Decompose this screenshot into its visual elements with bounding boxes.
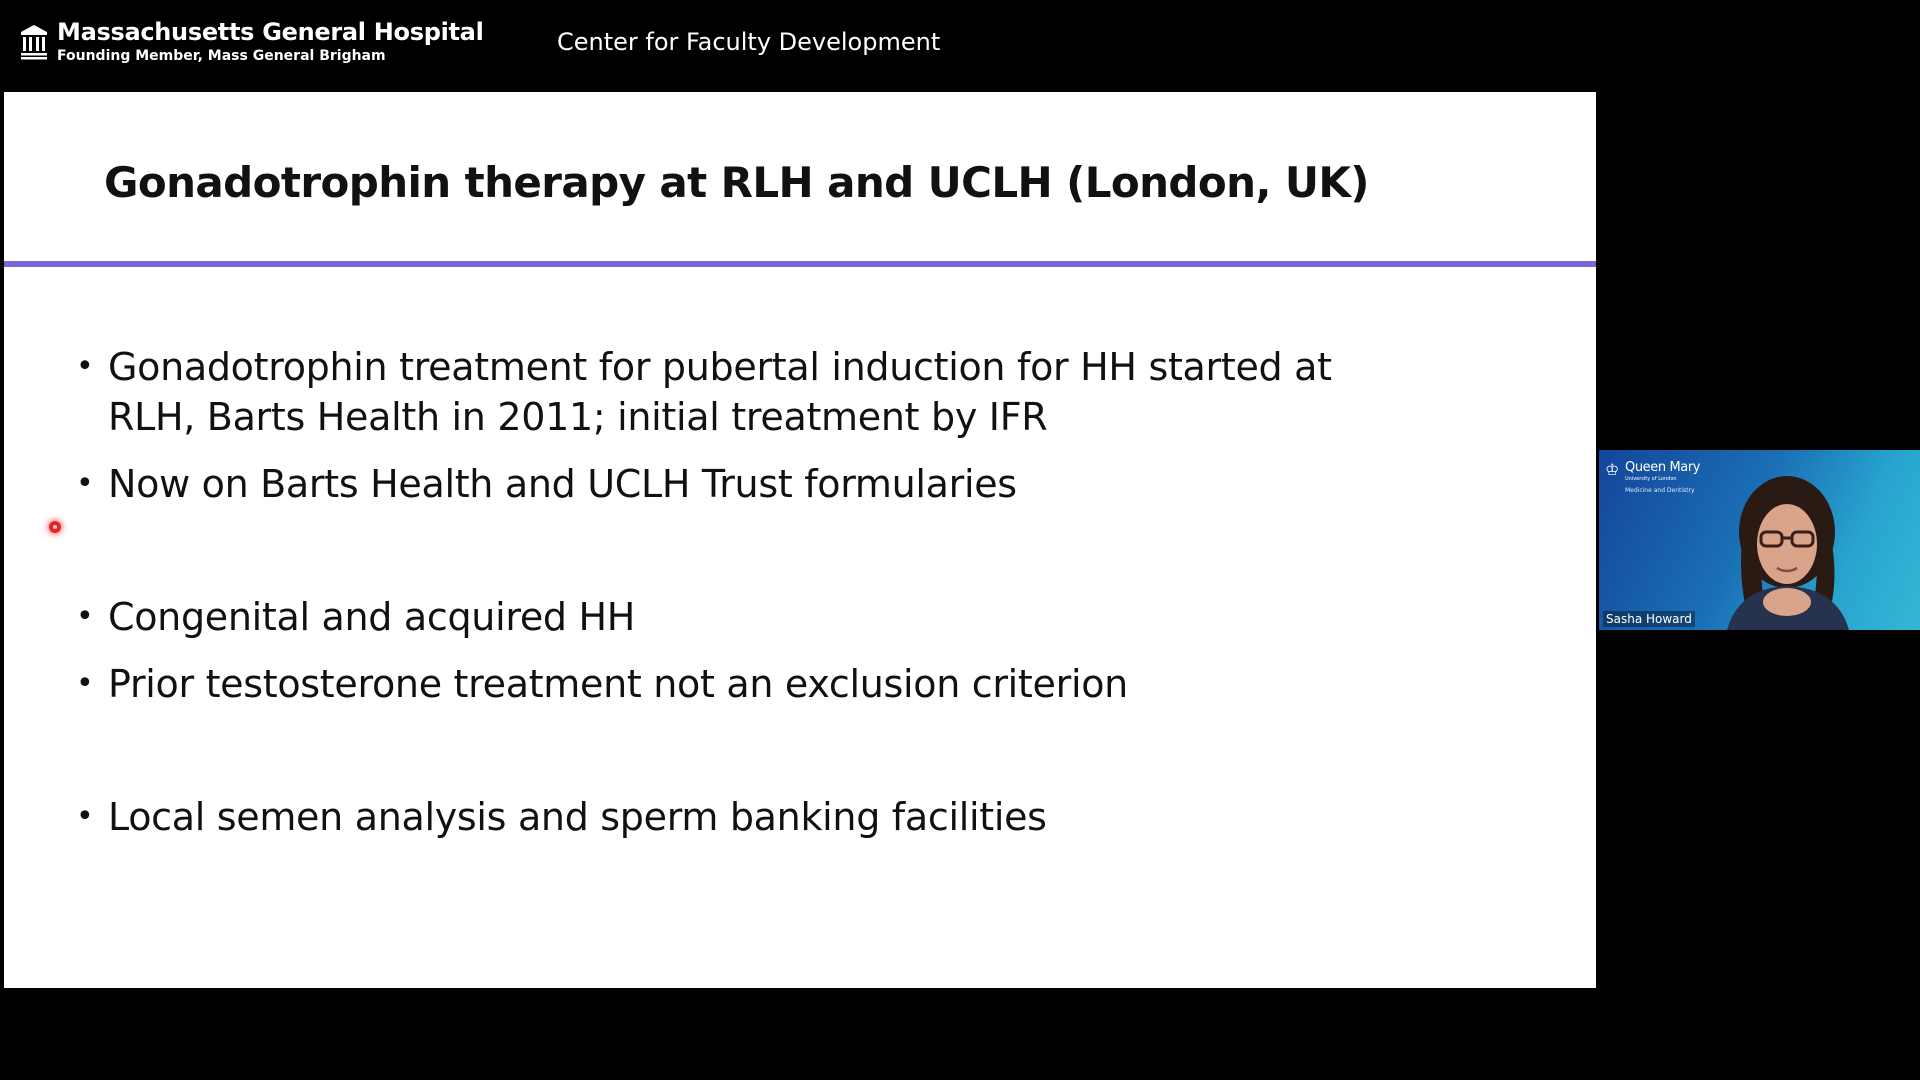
participant-video-tile[interactable] xyxy=(1599,450,1920,630)
bullet-glyph: • xyxy=(76,599,94,634)
logo-faculty: Medicine and Dentistry xyxy=(1625,487,1695,494)
title-divider xyxy=(4,261,1596,267)
bullet-text: Congenital and acquired HH xyxy=(108,595,636,639)
bullet-text: Prior testosterone treatment not an exclusion criterion xyxy=(108,662,1128,706)
header-bar xyxy=(0,0,1920,90)
presentation-slide xyxy=(4,92,1596,988)
bullet-text: Local semen analysis and sperm banking facilities xyxy=(108,795,1047,839)
logo-name: Queen Mary xyxy=(1625,460,1701,475)
bullet-text-line-1: Gonadotrophin treatment for pubertal induction for HH started at xyxy=(108,345,1332,389)
center-title: Center for Faculty Development xyxy=(557,28,941,56)
bullet-glyph: • xyxy=(76,349,94,384)
bullet-glyph: • xyxy=(76,466,94,501)
logo-university: University of London xyxy=(1625,476,1677,482)
laser-pointer xyxy=(49,521,61,533)
bullet-text: Now on Barts Health and UCLH Trust formularies xyxy=(108,462,1017,506)
participant-name-label: Sasha Howard xyxy=(1603,611,1695,627)
participant-video-image xyxy=(1709,470,1859,630)
crown-icon: ♔ xyxy=(1605,460,1620,479)
hospital-subtitle: Founding Member, Mass General Brigham xyxy=(57,48,386,64)
bullet-item xyxy=(76,659,1516,709)
slide-title: Gonadotrophin therapy at RLH and UCLH (London, UK) xyxy=(104,158,1369,207)
bullet-item xyxy=(76,342,1516,442)
bullet-item xyxy=(76,592,1516,642)
bullet-item xyxy=(76,459,1516,509)
bullet-item xyxy=(76,792,1516,842)
bullet-text-line-2: RLH, Barts Health in 2011; initial treatment by IFR xyxy=(108,395,1048,439)
bullet-glyph: • xyxy=(76,666,94,701)
hospital-name: Massachusetts General Hospital xyxy=(57,18,484,46)
queen-mary-logo xyxy=(1599,454,1719,494)
bullet-glyph: • xyxy=(76,799,94,834)
building-columns-icon xyxy=(19,23,49,63)
